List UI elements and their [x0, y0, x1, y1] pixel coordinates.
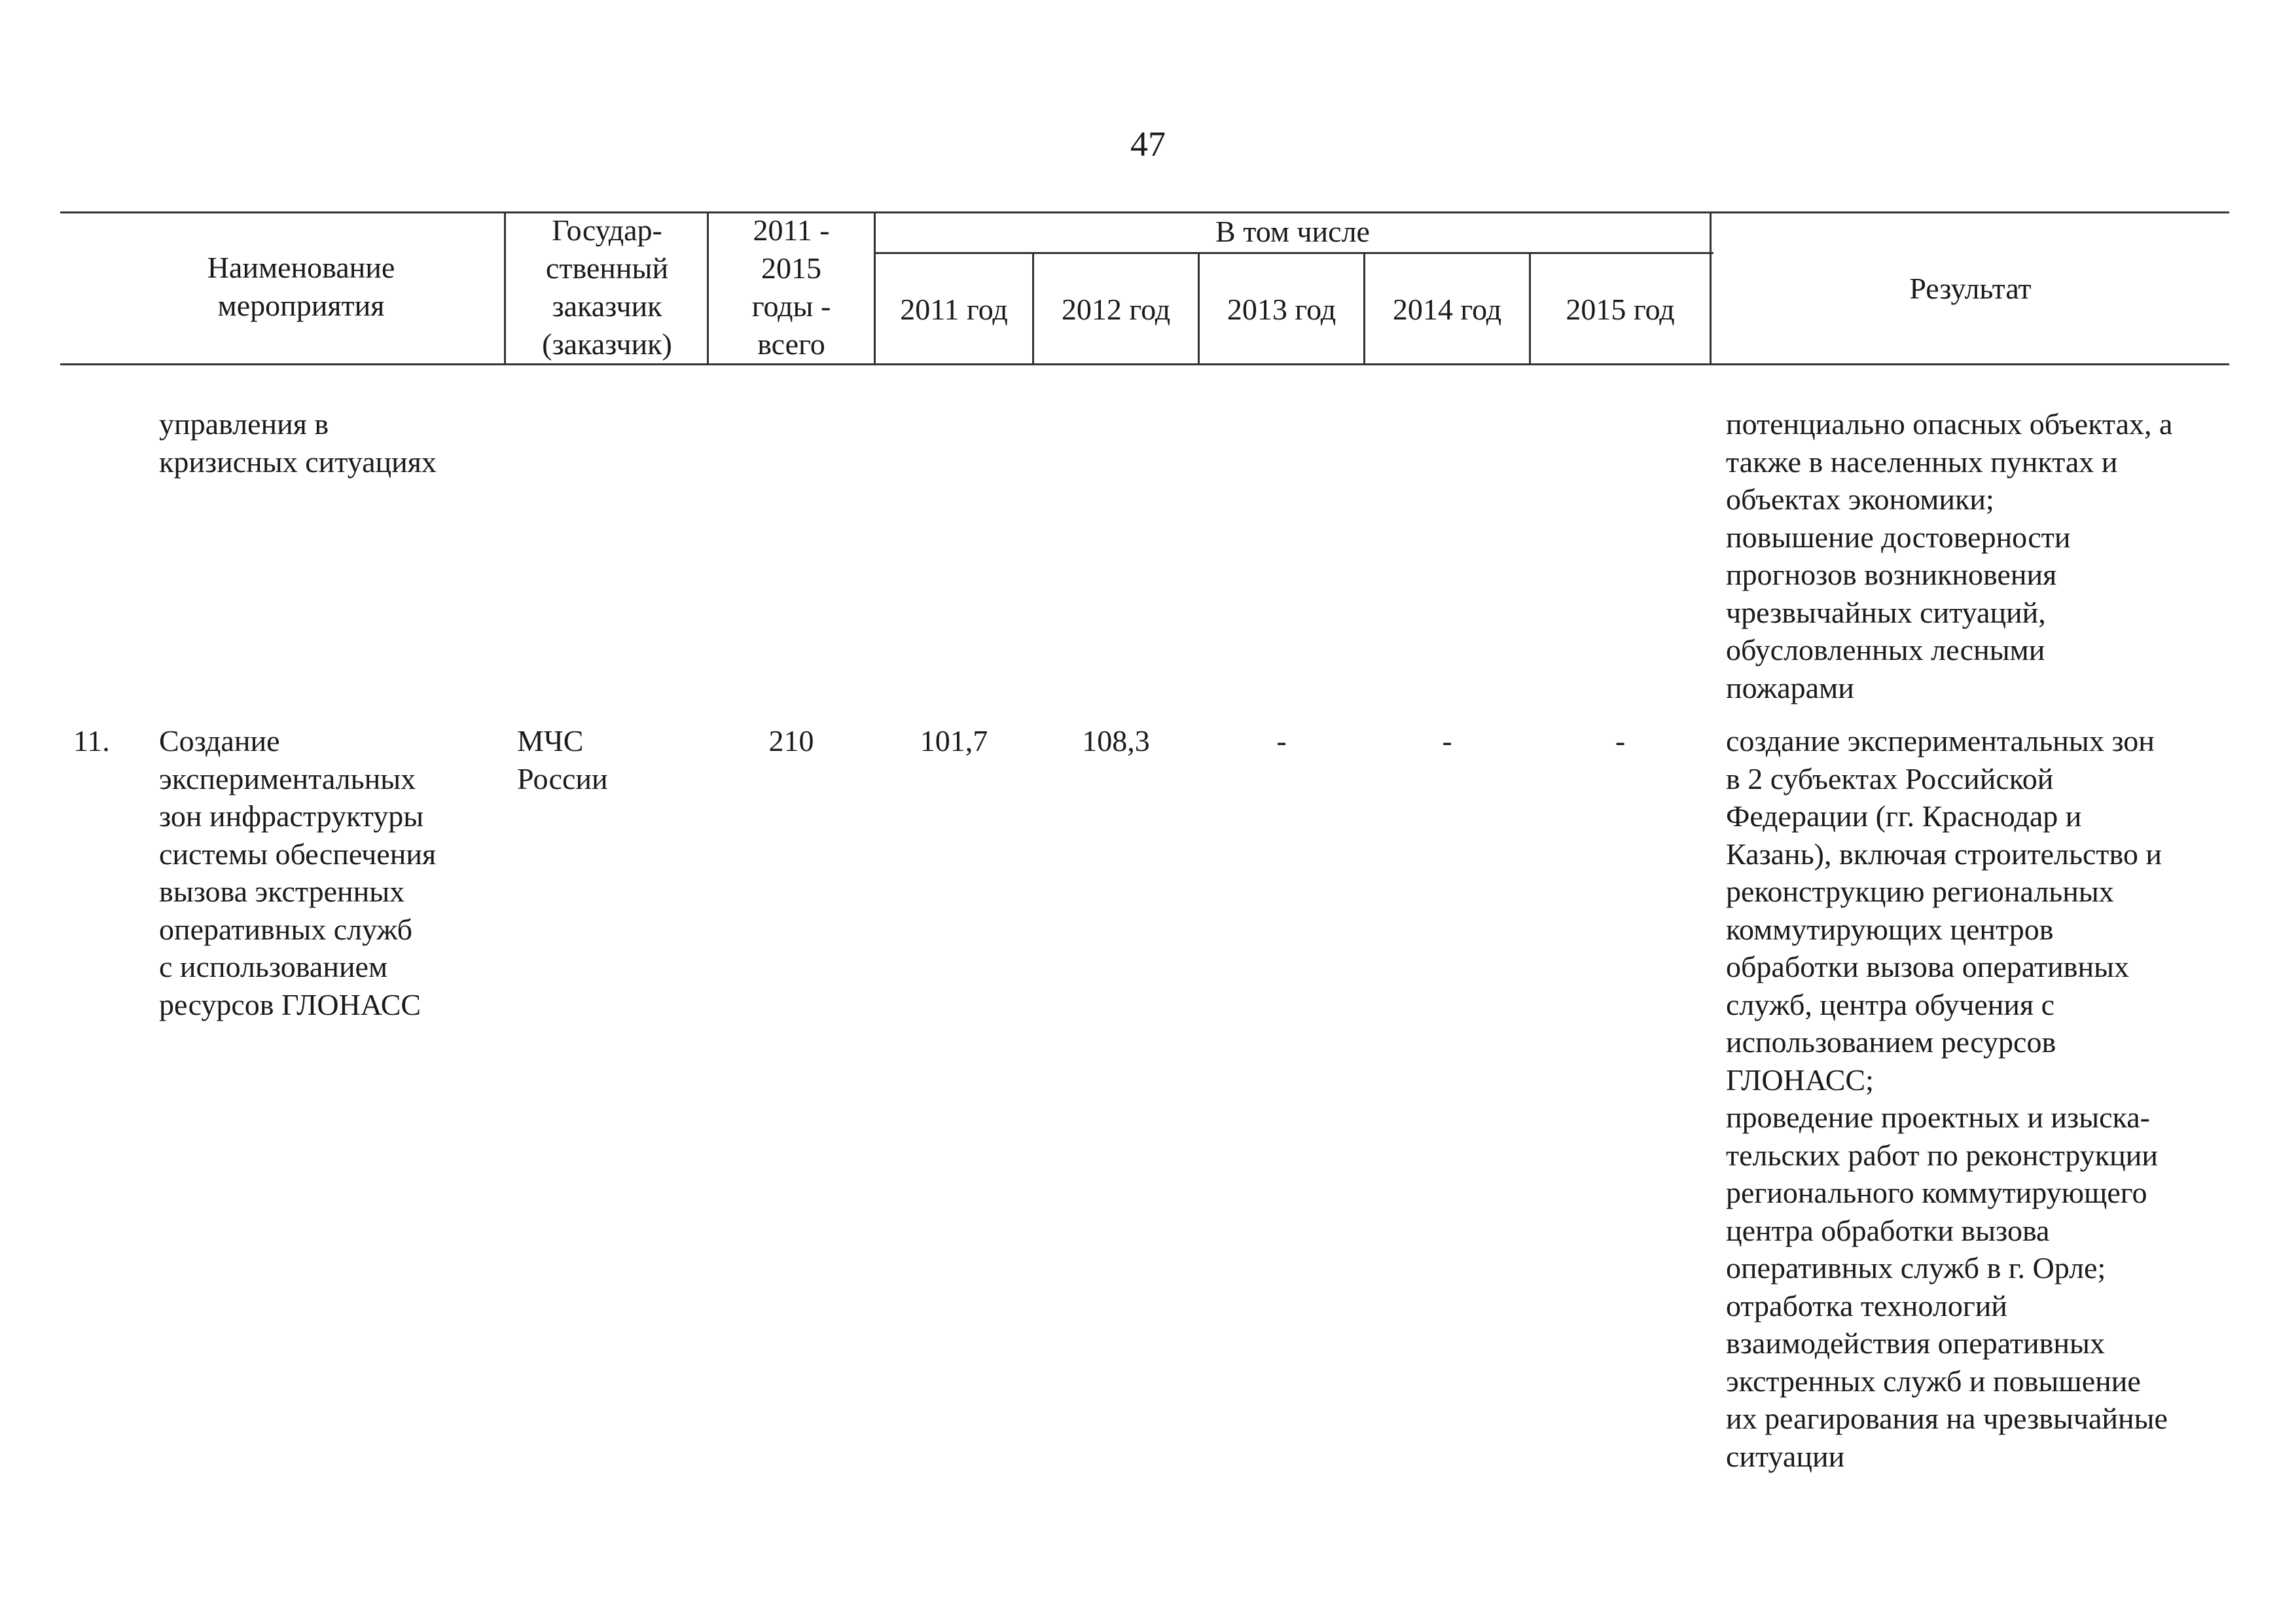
row-name: управления в кризисных ситуациях [159, 407, 437, 479]
header-result: Результат [1909, 272, 2032, 305]
header-bottom-rule [60, 363, 2229, 365]
row-2012: 108,3 [1082, 724, 1150, 757]
row-number: 11. [73, 724, 110, 757]
header-year-2015: 2015 год [1566, 293, 1675, 326]
header-divider [504, 211, 506, 365]
page-number: 47 [1130, 124, 1166, 164]
row-name: Создание экспериментальных зон инфраструктуры системы обеспечения вызова экстренных оперативных служб с использованием ресурсов ГЛОНАСС [159, 724, 437, 1021]
row-result: потенциально опасных объектах, а также в населенных пунктах и объектах экономики; повышение достоверности прогнозов возникновения чрезвычайных ситуаций, обусловленных лесными пожарами [1726, 407, 2173, 704]
header-year-2014: 2014 год [1392, 293, 1502, 326]
header-year-2013: 2013 год [1227, 293, 1336, 326]
header-customer: Государ- ственный заказчик (заказчик) [542, 213, 672, 361]
header-year-2011: 2011 год [900, 293, 1008, 326]
row-2011: 101,7 [920, 724, 988, 757]
row-result: создание экспериментальных зон в 2 субъектах Российской Федерации (гг. Краснодар и Казань), включая строительство и реконструкцию региональных коммутирующих центров обработки вызова оперативных служб, центра обучения с использованием ресурсов ГЛОНАСС; проведение проектных и изыска- тельских работ по реконструкции регионального коммутирующего центра обработки вызова оперативных служб в г. Орле; отработка технологий взаимодействия оперативных экстренных служб и повышение их реагирования на чрезвычайные ситуации [1726, 724, 2168, 1473]
header-name: Наименование мероприятия [207, 251, 395, 322]
header-mid-rule [874, 252, 1713, 254]
header-total: 2011 - 2015 годы - всего [751, 213, 831, 361]
row-2013: - [1276, 724, 1287, 757]
row-total: 210 [768, 724, 814, 757]
row-customer: МЧС России [517, 724, 608, 795]
header-year-2012: 2012 год [1061, 293, 1171, 326]
row-2014: - [1442, 724, 1452, 757]
row-2015: - [1615, 724, 1626, 757]
header-including: В том числе [1215, 215, 1370, 248]
